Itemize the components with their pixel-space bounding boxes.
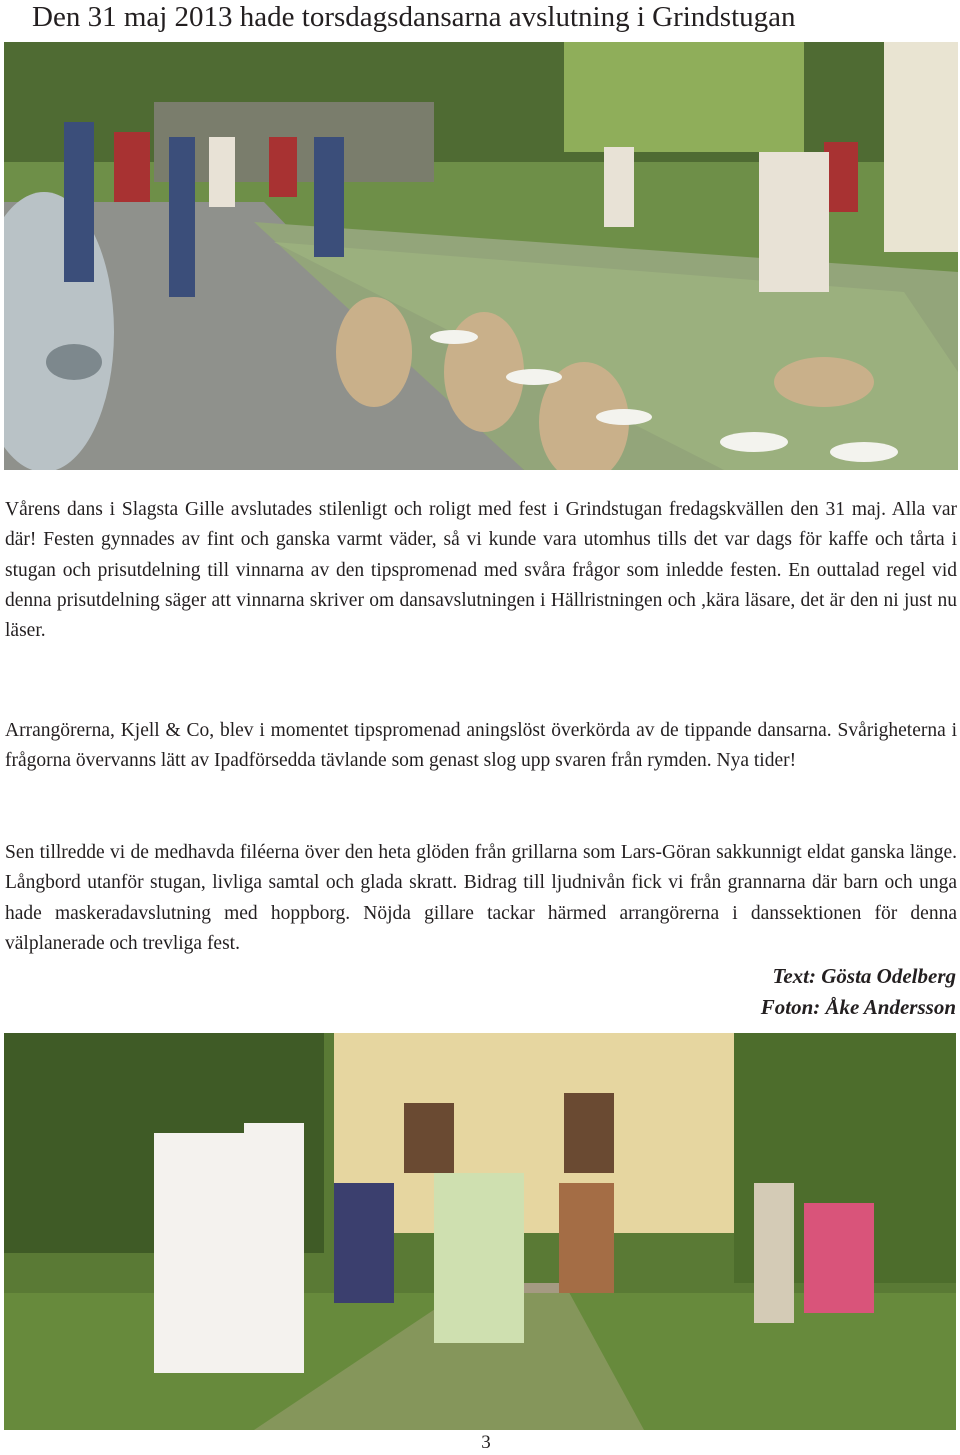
photo-long-table-party-illustration bbox=[4, 42, 958, 470]
credit-photos: Foton: Åke Andersson bbox=[760, 995, 956, 1019]
credits bbox=[761, 961, 956, 1023]
photo-guests-outside-building-illustration bbox=[4, 1033, 956, 1430]
paragraph-intro: Vårens dans i Slagsta Gille avslutades stilenligt och roligt med fest i Grindstugan fredagskvällen den 31 maj. Alla var där! Festen gynnades av fint och ganska varmt väder, så vi kunde vara utomhus tills det var dags för kaffe och tårta i stugan och prisutdelning till vinnarna av den tipspromenad med svåra frågor som inledde festen. En outtalad regel vid denna prisutdelning säger att vinnarna skriver om dansavslutningen i Hällristningen och ,kära läsare, det är den ni just nu läser. bbox=[5, 499, 957, 642]
credit-text: Text: Gösta Odelberg bbox=[772, 964, 956, 988]
paragraph-grill: Sen tillredde vi de medhavda filéerna över den heta glöden från grillarna som Lars-Göran sakkunnigt eldat ganska länge. Långbord utanför stugan, livliga samtal och glada skratt. Bidrag till ljudnivån fick vi från grannarna där barn och unga hade maskeradavslutning med hoppborg. Nöjda gillare tackar härmed arrangörerna i danssektionen för denna välplanerade och trevliga fest. bbox=[5, 842, 957, 954]
page-title: Den 31 maj 2013 hade torsdagsdansarna avslutning i Grindstugan bbox=[32, 1, 796, 33]
page-number: 3 bbox=[481, 1432, 491, 1453]
paragraph-tipspromenad: Arrangörerna, Kjell & Co, blev i momentet tipspromenad aningslöst överkörda av de tippande dansarna. Svårigheterna i frågorna övervanns lätt av Ipadförsedda tävlande som genast slog upp svaren från rymden. Nya tider! bbox=[5, 720, 957, 772]
photo-guests-outside-building bbox=[4, 1033, 956, 1430]
photo-long-table-party bbox=[4, 42, 958, 470]
